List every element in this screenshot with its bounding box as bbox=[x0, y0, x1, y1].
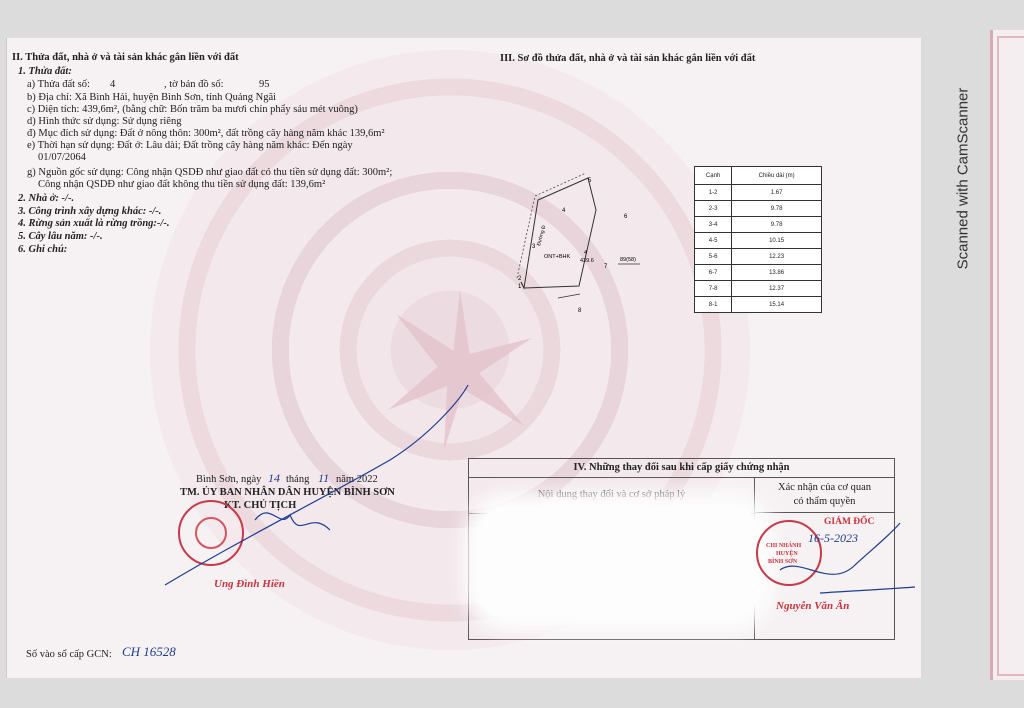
parcel-diagram bbox=[500, 160, 660, 330]
table-row bbox=[695, 281, 822, 297]
table-row bbox=[695, 217, 822, 233]
edge-cell: 2-3 bbox=[695, 201, 732, 217]
issuing-org: TM. ỦY BAN NHÂN DÂN HUYỆN BÌNH SƠN bbox=[180, 487, 395, 498]
length-cell: 12.37 bbox=[732, 281, 822, 297]
item1-label: 1. Thửa đất: bbox=[18, 66, 72, 77]
issue-year: năm 2022 bbox=[336, 474, 378, 485]
confirm-header-line2: có thẩm quyền bbox=[793, 496, 856, 507]
usage-origin-1: g) Nguồn gốc sử dụng: Công nhận QSDĐ như giao đất có thu tiền sử dụng đất: 300m²; bbox=[27, 167, 393, 178]
confirm-signature-stroke bbox=[760, 515, 920, 605]
length-cell: 1.67 bbox=[732, 185, 822, 201]
col-content-header: Nội dung thay đổi và cơ sở pháp lý bbox=[469, 477, 755, 514]
table-row bbox=[695, 297, 822, 313]
road-label: Đường Đ bbox=[536, 224, 548, 247]
gcn-label: Số vào sổ cấp GCN: bbox=[26, 649, 112, 660]
address: b) Địa chỉ: Xã Bình Hải, huyện Bình Sơn, tỉnh Quảng Ngãi bbox=[27, 92, 277, 103]
item3-construction: 3. Công trình xây dựng khác: -/-. bbox=[18, 206, 162, 217]
table-row bbox=[695, 201, 822, 217]
confirm-date: 16-5-2023 bbox=[808, 531, 858, 545]
issue-place: Bình Sơn, ngày bbox=[196, 474, 262, 485]
vertex-1: 1 bbox=[518, 284, 522, 290]
adjacent-page-edge bbox=[990, 30, 1024, 680]
parcel-number-diagram: 4 bbox=[584, 250, 588, 256]
map-sheet-label: , tờ bản đồ số: bbox=[164, 79, 224, 90]
signature-stroke bbox=[160, 380, 480, 590]
section3-heading: III. Sơ đồ thửa đất, nhà ở và tài sản khác gắn liền với đất bbox=[500, 53, 756, 64]
edge-cell: 3-4 bbox=[695, 217, 732, 233]
parcel-code: ONT+BHK bbox=[544, 254, 571, 260]
confirm-title: GIÁM ĐỐC bbox=[824, 517, 875, 527]
table-row bbox=[695, 185, 822, 201]
edge-cell: 6-7 bbox=[695, 265, 732, 281]
camscanner-watermark: Scanned with CamScanner bbox=[954, 87, 972, 270]
usage-form: d) Hình thức sử dụng: Sử dụng riêng bbox=[27, 116, 182, 127]
usage-origin-2: Công nhận QSDĐ như giao đất không thu tiền sử dụng đất: 139,6m² bbox=[38, 179, 326, 190]
col-confirm-header bbox=[755, 477, 894, 513]
col-edge-header: Cạnh bbox=[695, 167, 732, 185]
signer-name: Ung Đình Hiền bbox=[214, 578, 285, 590]
neighbor-parcel: 89(58) bbox=[620, 257, 636, 263]
vertex-6: 6 bbox=[624, 214, 628, 220]
edge-cell: 7-8 bbox=[695, 281, 732, 297]
length-cell: 10.15 bbox=[732, 233, 822, 249]
col-length-header: Chiều dài (m) bbox=[732, 167, 822, 185]
usage-purpose: đ) Mục đích sử dụng: Đất ở nông thôn: 300m², đất trồng cây hàng năm khác 139,6m² bbox=[27, 128, 385, 139]
item5-trees: 5. Cây lâu năm: -/-. bbox=[18, 231, 103, 242]
vertex-7: 7 bbox=[604, 264, 608, 270]
length-cell: 12.23 bbox=[732, 249, 822, 265]
table-row bbox=[695, 249, 822, 265]
item4-forest: 4. Rừng sản xuất là rừng trồng:-/-. bbox=[18, 218, 170, 229]
length-cell: 13.86 bbox=[732, 265, 822, 281]
table-header-row bbox=[695, 167, 822, 185]
map-sheet-number: 95 bbox=[259, 79, 270, 90]
usage-term: e) Thời hạn sử dụng: Đất ở: Lâu dài; Đất trồng cây hàng năm khác: Đến ngày bbox=[27, 140, 353, 151]
month-label: tháng bbox=[286, 474, 310, 485]
confirm-signer: Nguyễn Văn Ân bbox=[776, 600, 850, 612]
edge-cell: 5-6 bbox=[695, 249, 732, 265]
length-cell: 9.78 bbox=[732, 201, 822, 217]
length-cell: 9.78 bbox=[732, 217, 822, 233]
signer-role: KT. CHỦ TỊCH bbox=[224, 500, 297, 511]
edge-cell: 1-2 bbox=[695, 185, 732, 201]
item2-house: 2. Nhà ở: -/-. bbox=[18, 193, 75, 204]
edge-length-table bbox=[694, 166, 822, 313]
edge-cell: 8-1 bbox=[695, 297, 732, 313]
table-row bbox=[695, 233, 822, 249]
item6-notes: 6. Ghi chú: bbox=[18, 244, 68, 255]
stamp-text-3: BÌNH SƠN bbox=[768, 559, 798, 565]
vertex-2: 2 bbox=[518, 276, 522, 282]
issue-month: 11 bbox=[318, 471, 330, 485]
issue-day: 14 bbox=[268, 471, 280, 485]
vertex-5: 5 bbox=[588, 178, 592, 184]
vertex-8: 8 bbox=[578, 308, 582, 314]
vertex-3: 3 bbox=[532, 244, 536, 250]
stamp-text-1: CHI NHÁNH bbox=[766, 543, 802, 549]
redacted-area bbox=[478, 506, 760, 618]
parcel-number-label: a) Thửa đất số: bbox=[27, 79, 90, 90]
parcel-area-diagram: 439.6 bbox=[580, 258, 594, 264]
vertex-4: 4 bbox=[562, 208, 566, 214]
length-cell: 15.14 bbox=[732, 297, 822, 313]
edge-cell: 4-5 bbox=[695, 233, 732, 249]
table-row bbox=[695, 265, 822, 281]
confirm-header-line1: Xác nhận của cơ quan bbox=[777, 482, 871, 493]
parcel-number: 4 bbox=[110, 79, 116, 90]
section4-heading: IV. Những thay đổi sau khi cấp giấy chứng nhận bbox=[469, 459, 894, 478]
area: c) Diện tích: 439,6m², (bằng chữ: Bốn trăm ba mươi chín phẩy sáu mét vuông) bbox=[27, 104, 358, 115]
section2-heading: II. Thửa đất, nhà ở và tài sản khác gắn liền với đất bbox=[12, 52, 239, 63]
stamp-text-2: HUYỆN bbox=[776, 551, 798, 557]
usage-term-date: 01/07/2064 bbox=[38, 152, 86, 163]
gcn-value: CH 16528 bbox=[122, 644, 176, 659]
